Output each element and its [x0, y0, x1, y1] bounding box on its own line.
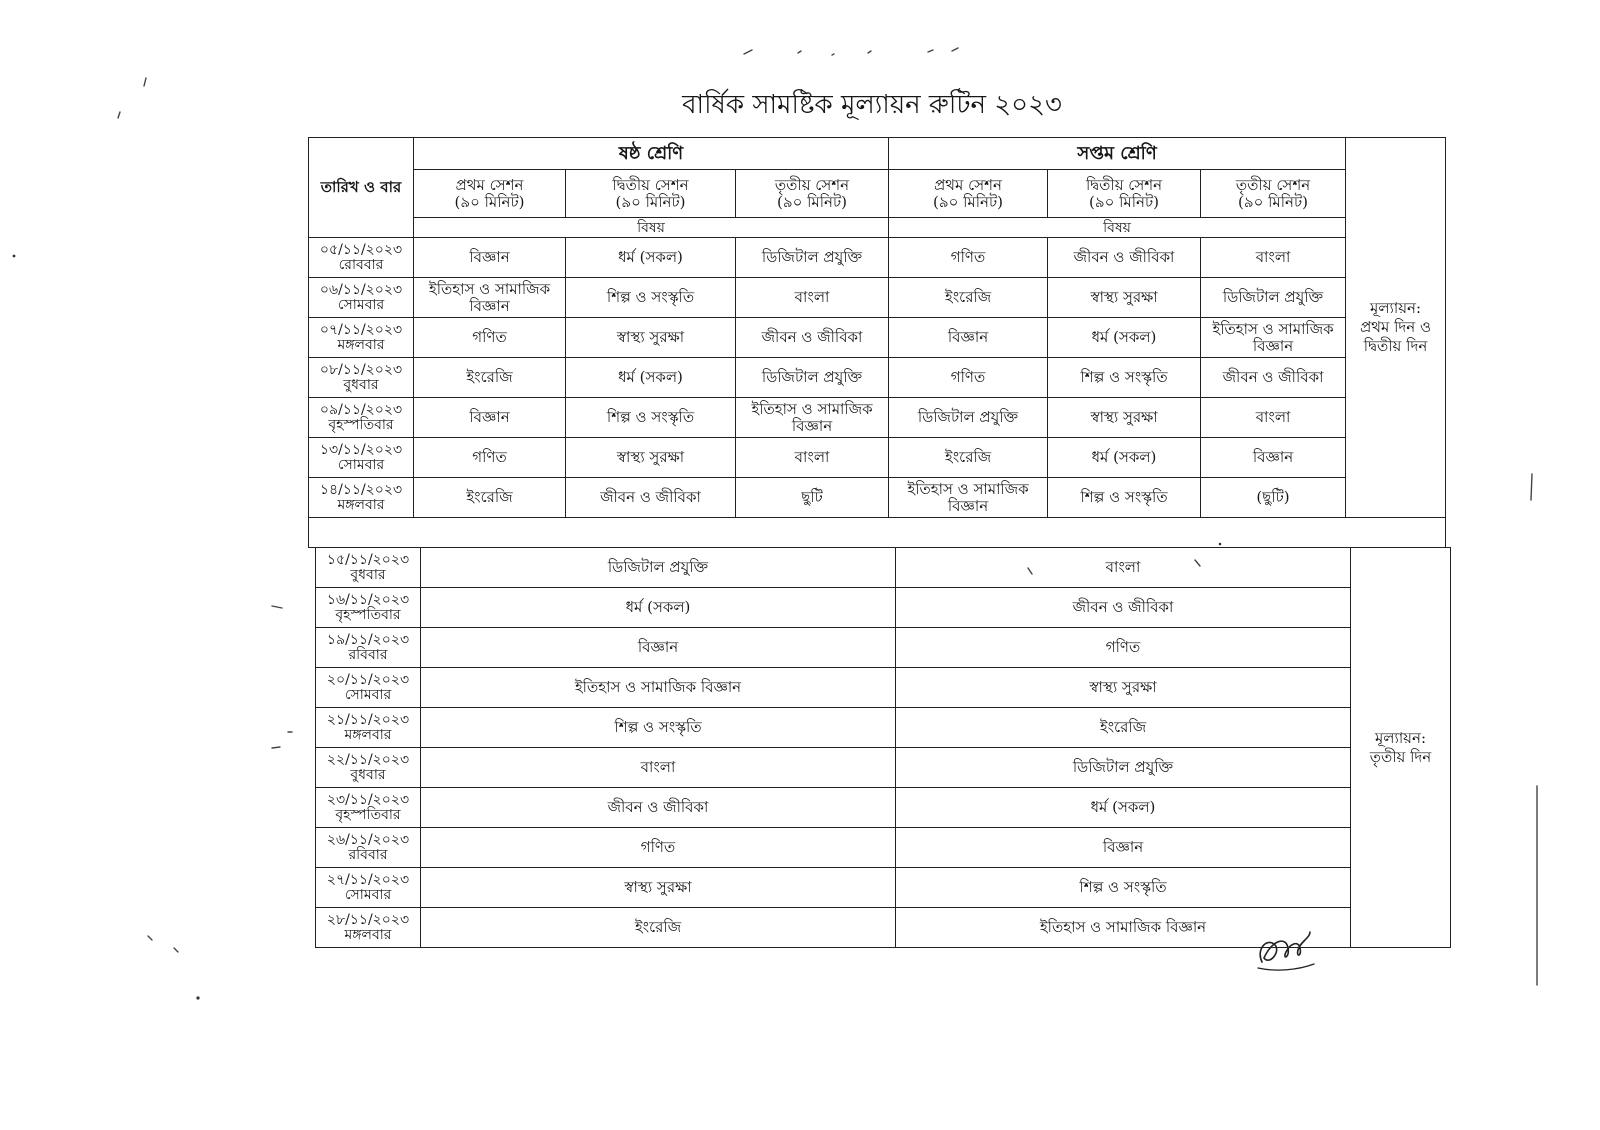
exam-date: ২৭/১১/২০২৩ [326, 871, 410, 888]
class7-subject: শিল্প ও সংস্কৃতি [896, 868, 1351, 908]
session-duration: (৯০ মিনিট) [615, 192, 686, 211]
session-header-row [309, 170, 1446, 218]
schedule-row [316, 548, 1451, 588]
class6-session-3-header [736, 170, 889, 218]
date-cell [316, 748, 421, 788]
schedule-row [316, 668, 1451, 708]
exam-date: ২৮/১১/২০২৩ [326, 911, 410, 928]
subject-label-class-six: বিষয় [414, 218, 889, 238]
exam-date: ০৮/১১/২০২৩ [319, 361, 403, 378]
exam-day: বৃহস্পতিবার [335, 606, 401, 623]
class6-subject: স্বাস্থ্য সুরক্ষা [421, 868, 896, 908]
remark-line: তৃতীয় দিন [1369, 747, 1432, 766]
session-duration: (৯০ মিনিট) [777, 192, 848, 211]
subject-label-class-seven: বিষয় [889, 218, 1346, 238]
class7-session-2-subject: স্বাস্থ্য সুরক্ষা [1048, 398, 1201, 438]
class6-session-1-subject: ইংরেজি [414, 358, 566, 398]
routine-table-third-day [315, 547, 1451, 948]
class6-subject: ধর্ম (সকল) [421, 588, 896, 628]
class6-session-2-subject: জীবন ও জীবিকা [566, 478, 736, 518]
exam-day: সোমবার [344, 686, 392, 703]
class7-subject: ডিজিটাল প্রযুক্তি [896, 748, 1351, 788]
exam-date: ০৯/১১/২০২৩ [319, 401, 403, 418]
class6-session-3-subject: বাংলা [736, 438, 889, 478]
session-name: প্রথম সেশন [934, 175, 1002, 194]
date-cell [309, 318, 414, 358]
schedule-row [316, 628, 1451, 668]
remark-cell-first-second-day [1346, 138, 1446, 518]
signature [1252, 928, 1324, 980]
schedule-row [309, 478, 1446, 518]
remark-cell-third-day [1351, 548, 1451, 948]
separator-cell [309, 518, 1446, 548]
class7-session-2-subject: শিল্প ও সংস্কৃতি [1048, 478, 1201, 518]
class6-session-2-subject: স্বাস্থ্য সুরক্ষা [566, 318, 736, 358]
class6-subject: জীবন ও জীবিকা [421, 788, 896, 828]
class7-subject: জীবন ও জীবিকা [896, 588, 1351, 628]
exam-date: ০৬/১১/২০২৩ [319, 281, 403, 298]
date-cell [309, 278, 414, 318]
class7-subject: ধর্ম (সকল) [896, 788, 1351, 828]
exam-day: বুধবার [350, 766, 386, 783]
class6-subject: ডিজিটাল প্রযুক্তি [421, 548, 896, 588]
class6-subject: বিজ্ঞান [421, 628, 896, 668]
document-title: বার্ষিক সামষ্টিক মূল্যায়ন রুটিন ২০২৩ [682, 90, 1062, 120]
class6-session-1-subject: ইতিহাস ও সামাজিক বিজ্ঞান [414, 278, 566, 318]
date-cell [316, 588, 421, 628]
separator-row [309, 518, 1446, 548]
date-cell [316, 788, 421, 828]
date-cell [316, 828, 421, 868]
schedule-row [316, 828, 1451, 868]
remark-line: মূল্যায়ন: [1374, 728, 1427, 747]
session-name: দ্বিতীয় সেশন [1085, 175, 1163, 194]
class6-session-2-subject: ধর্ম (সকল) [566, 358, 736, 398]
exam-day: সোমবার [344, 886, 392, 903]
date-cell [309, 238, 414, 278]
remark-line: প্রথম দিন ও [1360, 318, 1432, 336]
date-cell [309, 358, 414, 398]
date-cell [316, 908, 421, 948]
schedule-row [316, 748, 1451, 788]
class6-session-1-subject: গণিত [414, 438, 566, 478]
exam-date: ০৫/১১/২০২৩ [319, 241, 403, 258]
class6-session-3-subject: জীবন ও জীবিকা [736, 318, 889, 358]
schedule-row [316, 788, 1451, 828]
class7-session-1-subject: ইংরেজি [889, 278, 1048, 318]
class7-session-2-subject: স্বাস্থ্য সুরক্ষা [1048, 278, 1201, 318]
date-cell [316, 668, 421, 708]
class6-session-2-subject: শিল্প ও সংস্কৃতি [566, 398, 736, 438]
class6-session-1-subject: ইংরেজি [414, 478, 566, 518]
exam-date: ১৬/১১/২০২৩ [326, 591, 410, 608]
schedule-row [309, 318, 1446, 358]
class7-session-3-subject: বিজ্ঞান [1201, 438, 1346, 478]
exam-date: ২৩/১১/২০২৩ [326, 791, 410, 808]
class6-session-3-subject: বাংলা [736, 278, 889, 318]
class6-session-1-subject: গণিত [414, 318, 566, 358]
class7-subject: গণিত [896, 628, 1351, 668]
class6-session-2-subject: শিল্প ও সংস্কৃতি [566, 278, 736, 318]
class6-session-1-subject: বিজ্ঞান [414, 238, 566, 278]
class7-session-1-subject: ইতিহাস ও সামাজিক বিজ্ঞান [889, 478, 1048, 518]
exam-day: মঙ্গলবার [344, 926, 392, 943]
class6-session-2-header [566, 170, 736, 218]
exam-date: ১৩/১১/২০২৩ [319, 441, 403, 458]
exam-day: রবিবার [348, 846, 388, 863]
class7-session-3-subject: ডিজিটাল প্রযুক্তি [1201, 278, 1346, 318]
schedule-row [309, 398, 1446, 438]
exam-day: মঙ্গলবার [344, 726, 392, 743]
class7-session-1-subject: গণিত [889, 238, 1048, 278]
remark-line: দ্বিতীয় দিন [1363, 337, 1428, 355]
session-name: তৃতীয় সেশন [1235, 175, 1311, 194]
session-name: দ্বিতীয় সেশন [612, 175, 689, 194]
class7-session-1-subject: বিজ্ঞান [889, 318, 1048, 358]
exam-date: ২৬/১১/২০২৩ [326, 831, 410, 848]
exam-date: ২২/১১/২০২৩ [326, 751, 410, 768]
class7-session-3-subject: ইতিহাস ও সামাজিক বিজ্ঞান [1201, 318, 1346, 358]
class6-session-2-subject: স্বাস্থ্য সুরক্ষা [566, 438, 736, 478]
exam-date: ১৫/১১/২০২৩ [326, 551, 410, 568]
date-cell [309, 478, 414, 518]
exam-date: ২০/১১/২০২৩ [326, 671, 410, 688]
date-cell [309, 398, 414, 438]
remark-line: মূল্যায়ন: [1370, 299, 1422, 317]
exam-day: বৃহস্পতিবার [335, 806, 401, 823]
session-duration: (৯০ মিনিট) [933, 192, 1004, 211]
exam-day: সোমবার [337, 296, 385, 313]
exam-day: রোববার [338, 256, 384, 273]
schedule-row [316, 708, 1451, 748]
class7-session-3-header [1201, 170, 1346, 218]
exam-date: ০৭/১১/২০২৩ [319, 321, 403, 338]
date-cell [316, 708, 421, 748]
exam-day: বুধবার [350, 566, 386, 583]
class7-subject: ইংরেজি [896, 708, 1351, 748]
session-name: তৃতীয় সেশন [774, 175, 850, 194]
class6-subject: গণিত [421, 828, 896, 868]
class6-subject: বাংলা [421, 748, 896, 788]
schedule-row [316, 588, 1451, 628]
class7-session-2-subject: ধর্ম (সকল) [1048, 438, 1201, 478]
exam-date: ১৪/১১/২০২৩ [319, 481, 403, 498]
date-cell [316, 868, 421, 908]
class6-subject: শিল্প ও সংস্কৃতি [421, 708, 896, 748]
schedule-row [309, 238, 1446, 278]
schedule-row [309, 358, 1446, 398]
class-seven-header: সপ্তম শ্রেণি [889, 138, 1346, 170]
class7-subject: বাংলা [896, 548, 1351, 588]
class7-subject: ইতিহাস ও সামাজিক বিজ্ঞান [896, 908, 1351, 948]
session-duration: (৯০ মিনিট) [1238, 192, 1309, 211]
exam-date: ১৯/১১/২০২৩ [326, 631, 410, 648]
date-cell [316, 548, 421, 588]
exam-date: ২১/১১/২০২৩ [326, 711, 410, 728]
exam-day: মঙ্গলবার [337, 496, 385, 513]
exam-day: বুধবার [343, 376, 379, 393]
class7-session-1-header [889, 170, 1048, 218]
class7-subject: বিজ্ঞান [896, 828, 1351, 868]
class6-session-2-subject: ধর্ম (সকল) [566, 238, 736, 278]
exam-day: রবিবার [348, 646, 388, 663]
class7-session-3-subject: বাংলা [1201, 398, 1346, 438]
class6-session-3-subject: ইতিহাস ও সামাজিক বিজ্ঞান [736, 398, 889, 438]
class-header-row [309, 138, 1446, 170]
exam-day: সোমবার [337, 456, 385, 473]
schedule-row [316, 868, 1451, 908]
class6-session-3-subject: ডিজিটাল প্রযুক্তি [736, 238, 889, 278]
schedule-row [309, 278, 1446, 318]
date-cell [309, 438, 414, 478]
class7-session-2-header [1048, 170, 1201, 218]
class6-subject: ইতিহাস ও সামাজিক বিজ্ঞান [421, 668, 896, 708]
class6-session-3-subject: ডিজিটাল প্রযুক্তি [736, 358, 889, 398]
session-name: প্রথম সেশন [455, 175, 524, 194]
session-duration: (৯০ মিনিট) [1089, 192, 1160, 211]
date-cell [316, 628, 421, 668]
class6-session-3-subject: ছুটি [736, 478, 889, 518]
routine-table-first-second-day [308, 137, 1446, 548]
class7-session-2-subject: ধর্ম (সকল) [1048, 318, 1201, 358]
class7-session-2-subject: জীবন ও জীবিকা [1048, 238, 1201, 278]
class7-session-3-subject: (ছুটি) [1201, 478, 1346, 518]
class7-subject: স্বাস্থ্য সুরক্ষা [896, 668, 1351, 708]
class7-session-1-subject: ডিজিটাল প্রযুক্তি [889, 398, 1048, 438]
schedule-row [309, 438, 1446, 478]
class7-session-2-subject: শিল্প ও সংস্কৃতি [1048, 358, 1201, 398]
class6-session-1-subject: বিজ্ঞান [414, 398, 566, 438]
exam-day: মঙ্গলবার [337, 336, 385, 353]
class7-session-1-subject: গণিত [889, 358, 1048, 398]
exam-day: বৃহস্পতিবার [328, 416, 394, 433]
subject-label-row [309, 218, 1446, 238]
class7-session-3-subject: বাংলা [1201, 238, 1346, 278]
class7-session-3-subject: জীবন ও জীবিকা [1201, 358, 1346, 398]
date-day-header: তারিখ ও বার [309, 138, 414, 238]
session-duration: (৯০ মিনিট) [454, 192, 525, 211]
class6-subject: ইংরেজি [421, 908, 896, 948]
class6-session-1-header [414, 170, 566, 218]
class7-session-1-subject: ইংরেজি [889, 438, 1048, 478]
class-six-header: ষষ্ঠ শ্রেণি [414, 138, 889, 170]
